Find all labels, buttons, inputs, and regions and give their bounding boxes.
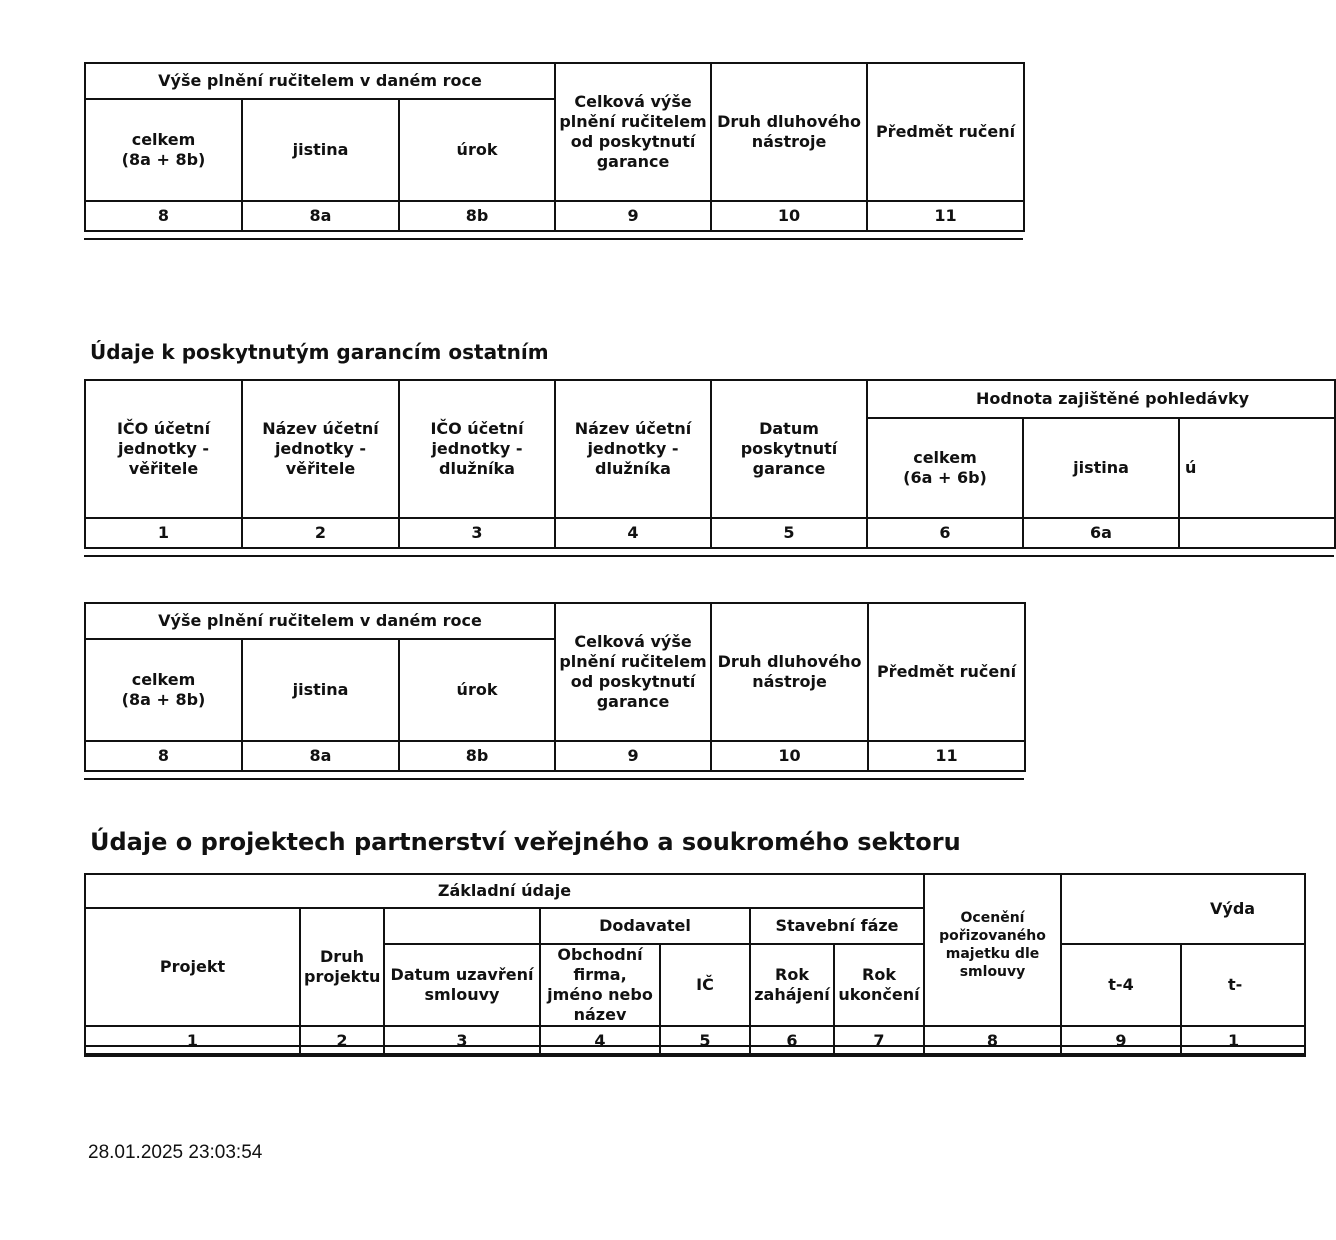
header-celkem: celkem (8a + 8b) <box>85 99 242 201</box>
header-projekt: Projekt <box>85 908 300 1026</box>
header-celkova-vyse: Celková výše plnění ručitelem od poskytnutí garance <box>555 63 711 201</box>
header-celkova-vyse: Celková výše plnění ručitelem od poskytnutí garance <box>555 603 711 741</box>
column-number: 9 <box>555 741 711 771</box>
header-vydaje: Výda <box>1061 874 1305 944</box>
column-number: 8 <box>924 1026 1061 1056</box>
header-t4: t-4 <box>1061 944 1181 1026</box>
guarantee-ostatni-table-clip <box>84 379 1250 559</box>
header-ic: IČ <box>660 944 750 1026</box>
header-jistina: jistina <box>242 639 399 741</box>
column-number: 8 <box>85 741 242 771</box>
ppp-table-clip <box>84 873 1256 1058</box>
header-vyse-plneni: Výše plnění ručitelem v daném roce <box>85 63 555 99</box>
header-urok: úrok <box>399 639 555 741</box>
column-number: 8 <box>85 201 242 231</box>
column-number: 8a <box>242 201 399 231</box>
guarantee-continuation-table-top <box>84 62 1025 232</box>
column-number <box>1179 518 1335 548</box>
header-blank <box>384 908 540 944</box>
column-number: 8a <box>242 741 399 771</box>
header-druh-nastroje: Druh dluhového nástroje <box>711 63 867 201</box>
header-nazev-dluznika: Název účetní jednotky - dlužníka <box>555 380 711 518</box>
header-datum-uzavreni: Datum uzavření smlouvy <box>384 944 540 1026</box>
table-bottom-double-rule <box>84 770 1024 780</box>
column-number: 9 <box>1061 1026 1181 1056</box>
column-number: 11 <box>868 741 1025 771</box>
column-number: 9 <box>555 201 711 231</box>
header-rok-zahajeni: Rok zahájení <box>750 944 834 1026</box>
table-bottom-double-rule <box>84 547 1334 557</box>
header-hodnota-pohledavky: Hodnota zajištěné pohledávky <box>867 380 1335 418</box>
column-number: 11 <box>867 201 1024 231</box>
table-bottom-double-rule <box>84 1045 1304 1055</box>
header-urok: úrok <box>399 99 555 201</box>
column-number: 8b <box>399 741 555 771</box>
header-datum-poskytnuti: Datum poskytnutí garance <box>711 380 867 518</box>
header-obchodni-firma: Obchodní firma, jméno nebo název <box>540 944 660 1026</box>
column-number: 1 <box>1181 1026 1305 1056</box>
header-t3: t- <box>1181 944 1305 1026</box>
header-celkem: celkem (8a + 8b) <box>85 639 242 741</box>
header-rok-ukonceni: Rok ukončení <box>834 944 924 1026</box>
column-number: 2 <box>300 1026 384 1056</box>
column-number: 6 <box>750 1026 834 1056</box>
header-ico-dluznika: IČO účetní jednotky - dlužníka <box>399 380 555 518</box>
header-stavebni-faze: Stavební fáze <box>750 908 924 944</box>
column-number: 4 <box>555 518 711 548</box>
column-number: 1 <box>85 1026 300 1056</box>
header-jistina: jistina <box>242 99 399 201</box>
header-vyse-plneni: Výše plnění ručitelem v daném roce <box>85 603 555 639</box>
column-number: 1 <box>85 518 242 548</box>
header-zakladni-udaje: Základní údaje <box>85 874 924 908</box>
guarantee-continuation-table-bottom <box>84 602 1026 772</box>
header-ico-veritele: IČO účetní jednotky - věřitele <box>85 380 242 518</box>
column-number: 6 <box>867 518 1023 548</box>
column-number: 10 <box>711 201 867 231</box>
table-bottom-double-rule <box>84 230 1023 240</box>
print-timestamp: 28.01.2025 23:03:54 <box>88 1142 263 1163</box>
header-predmet-ruceni: Předmět ručení <box>867 63 1024 201</box>
section-title-ostatni: Údaje k poskytnutým garancím ostatním <box>90 340 549 364</box>
column-number: 8b <box>399 201 555 231</box>
column-number: 10 <box>711 741 868 771</box>
header-druh-nastroje: Druh dluhového nástroje <box>711 603 868 741</box>
section-title-ppp: Údaje o projektech partnerství veřejného a soukromého sektoru <box>90 828 961 856</box>
column-number: 6a <box>1023 518 1179 548</box>
column-number: 5 <box>711 518 867 548</box>
column-number: 5 <box>660 1026 750 1056</box>
header-nazev-veritele: Název účetní jednotky - věřitele <box>242 380 399 518</box>
header-oceneni-majetku: Ocenění pořizovaného majetku dle smlouvy <box>924 874 1061 1026</box>
header-celkem: celkem (6a + 6b) <box>867 418 1023 518</box>
header-predmet-ruceni: Předmět ručení <box>868 603 1025 741</box>
header-dodavatel: Dodavatel <box>540 908 750 944</box>
column-number: 4 <box>540 1026 660 1056</box>
header-druh-projektu: Druh projektu <box>300 908 384 1026</box>
column-number: 3 <box>384 1026 540 1056</box>
header-cut-off: ú <box>1179 418 1335 518</box>
column-number: 7 <box>834 1026 924 1056</box>
header-jistina: jistina <box>1023 418 1179 518</box>
column-number: 3 <box>399 518 555 548</box>
column-number: 2 <box>242 518 399 548</box>
